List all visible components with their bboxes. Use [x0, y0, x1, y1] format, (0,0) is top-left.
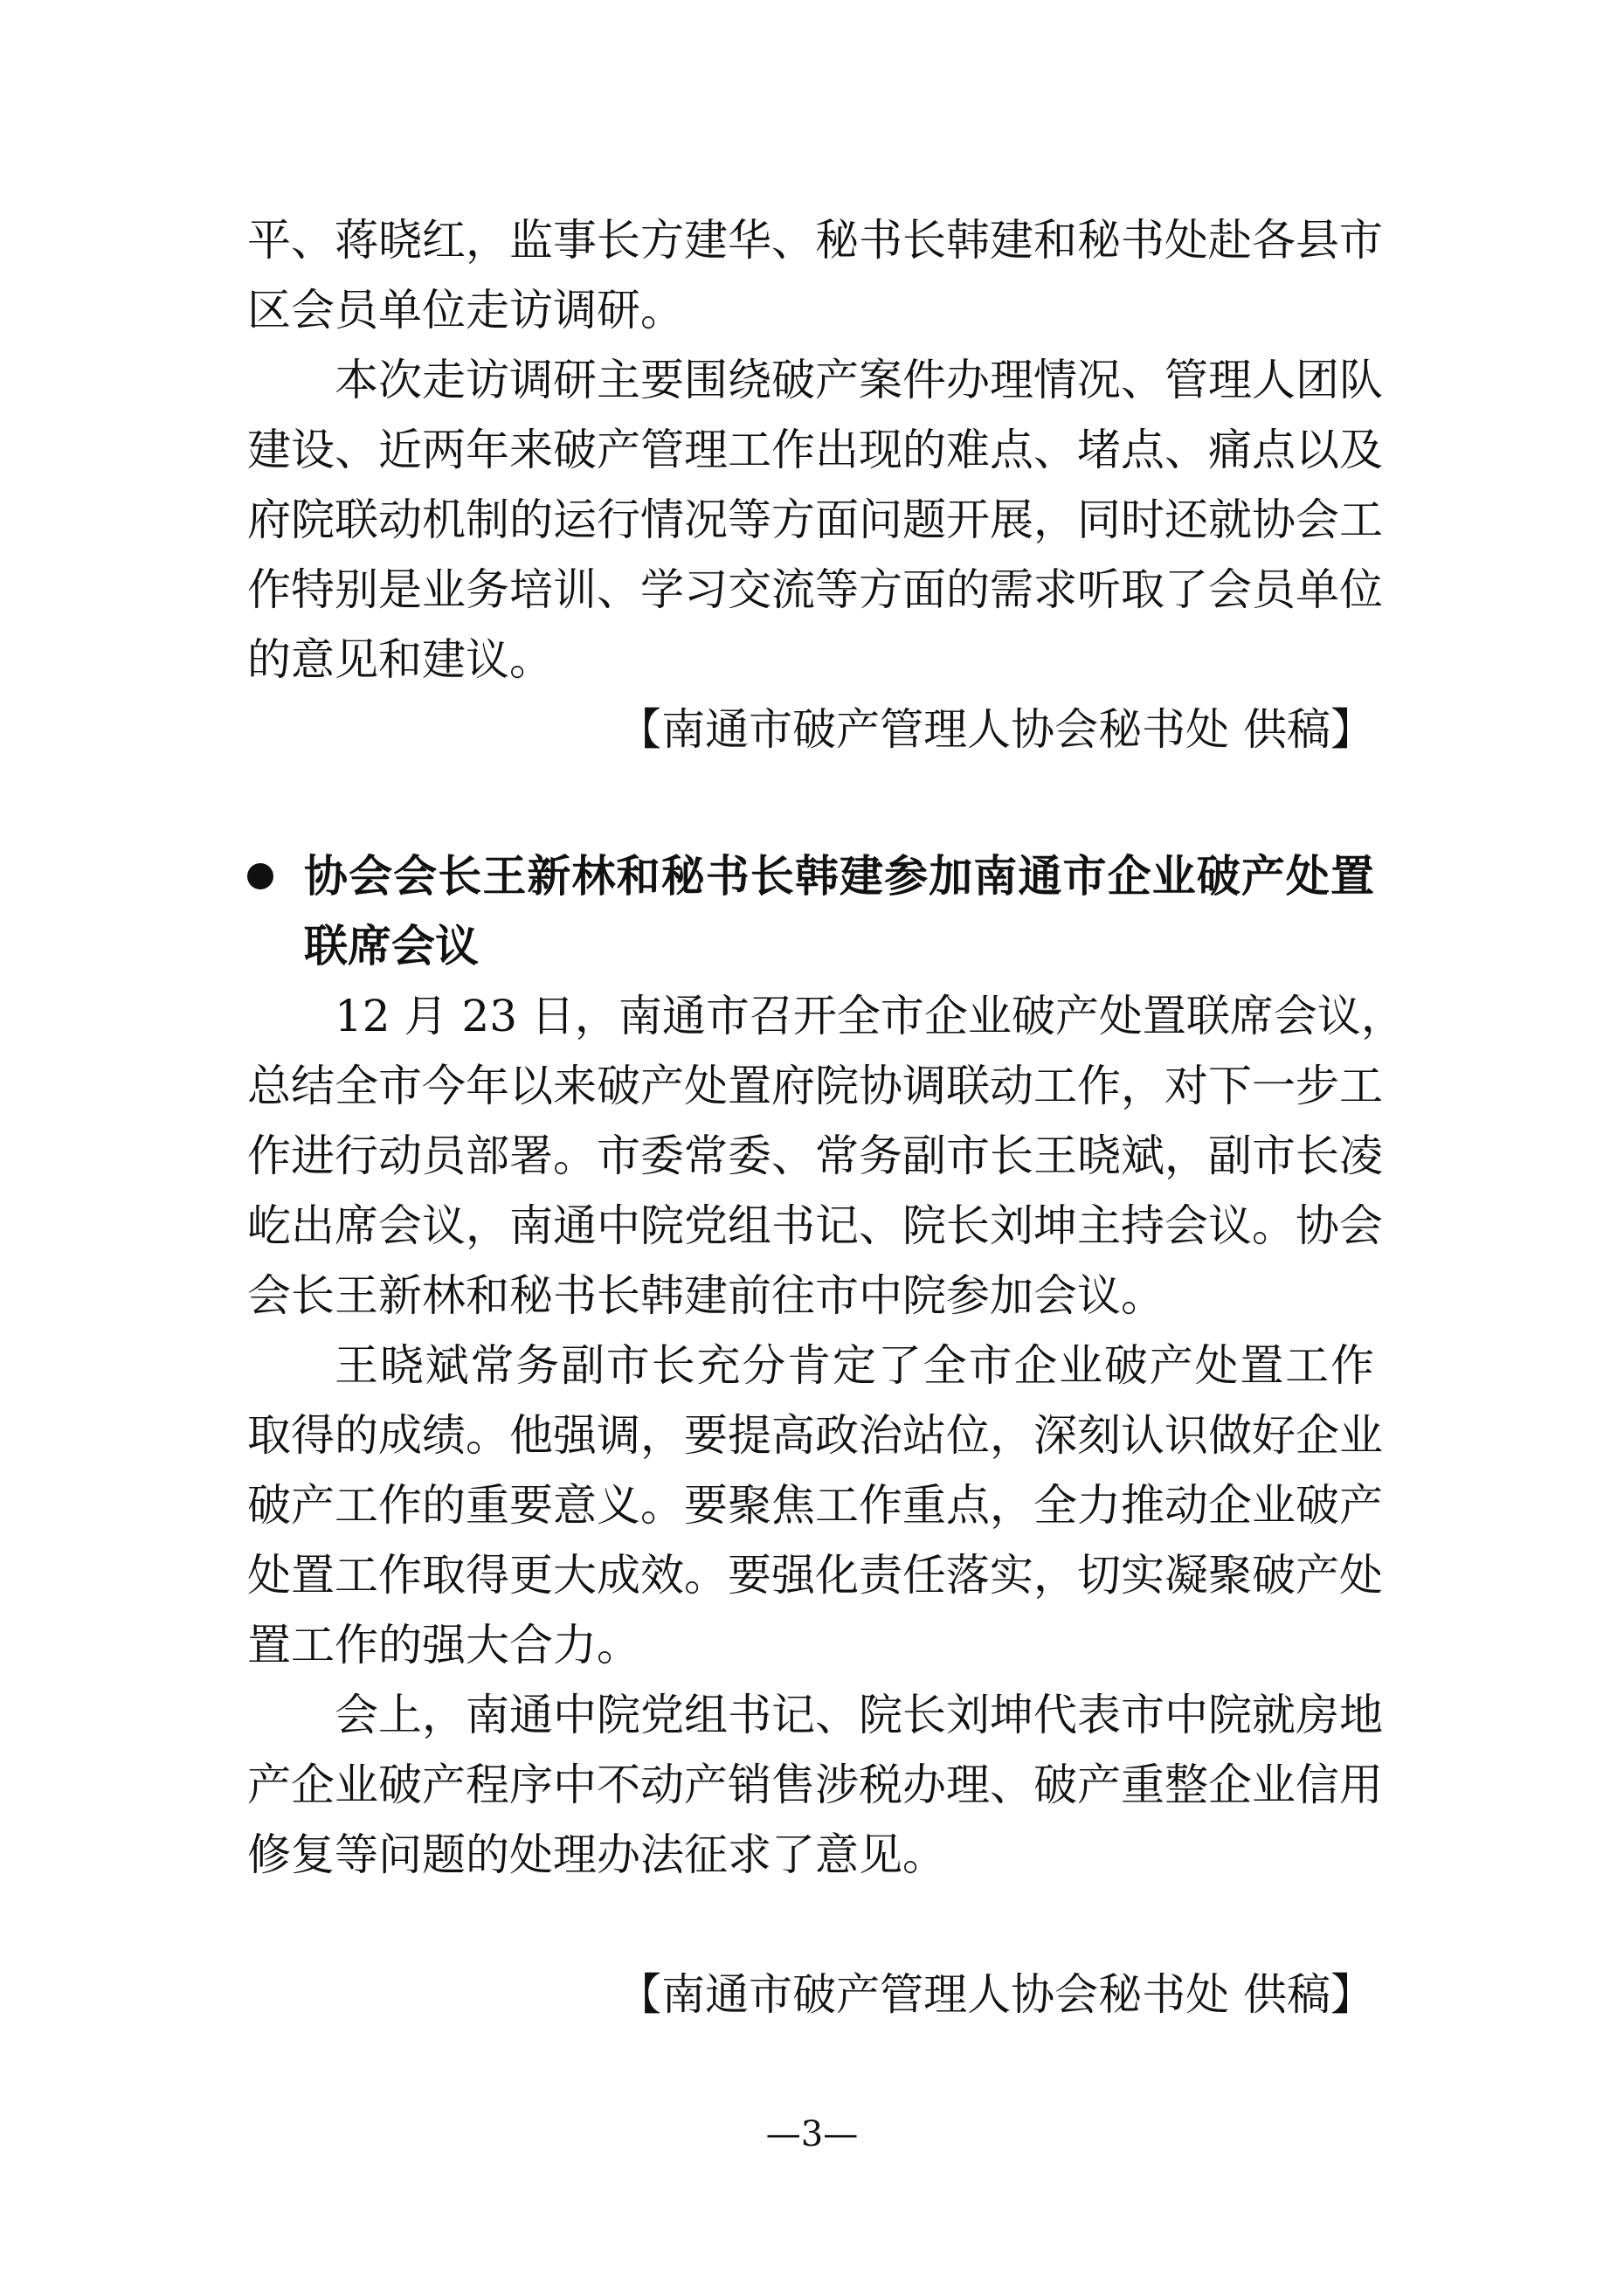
s1-p2-line-5: 的意见和建议。 — [247, 634, 553, 685]
s1-p1-line-2: 区会员单位走访调研。 — [247, 285, 684, 335]
s2-p3-line-2: 产企业破产程序中不动产销售涉税办理、破产重整企业信用 — [247, 1760, 1383, 1810]
s2-heading-line-1: 协会会长王新林和秘书长韩建参加南通市企业破产处置 — [304, 851, 1374, 902]
s2-p3-line-1: 会上，南通中院党组书记、院长刘坤代表市中院就房地 — [335, 1690, 1383, 1740]
s1-p1-line-1: 平、蒋晓红，监事长方建华、秘书长韩建和秘书处赴各县市 — [247, 215, 1383, 266]
s2-credit: 【南通市破产管理人协会秘书处 供稿】 — [618, 1969, 1374, 2020]
s2-p2-line-2: 取得的成绩。他强调，要提高政治站位，深刻认识做好企业 — [247, 1410, 1383, 1461]
s2-p2-line-4: 处置工作取得更大成效。要强化责任落实，切实凝聚破产处 — [247, 1550, 1383, 1601]
s2-heading-line-2: 联席会议 — [304, 921, 479, 972]
s1-p2-line-2: 建设、近两年来破产管理工作出现的难点、堵点、痛点以及 — [247, 425, 1383, 475]
s2-p1-line-5: 会长王新林和秘书长韩建前往市中院参加会议。 — [247, 1270, 1164, 1321]
s2-p2-line-1: 王晓斌常务副市长充分肯定了全市企业破产处置工作 — [335, 1340, 1374, 1391]
s1-p2-line-1: 本次走访调研主要围绕破产案件办理情况、管理人团队 — [335, 355, 1383, 405]
s2-p1-line-4: 屹出席会议，南通中院党组书记、院长刘坤主持会议。协会 — [247, 1200, 1383, 1251]
s2-p1-line-2: 总结全市今年以来破产处置府院协调联动工作，对下一步工 — [247, 1061, 1383, 1111]
s1-p2-line-4: 作特别是业务培训、学习交流等方面的需求听取了会员单位 — [247, 564, 1383, 615]
s1-p2-line-3: 府院联动机制的运行情况等方面问题开展，同时还就协会工 — [247, 494, 1383, 545]
page-number: —3— — [765, 2114, 859, 2154]
s2-p1-line-1: 12 月 23 日，南通市召开全市企业破产处置联席会议， — [335, 991, 1405, 1041]
s2-p1-line-3: 作进行动员部署。市委常委、常务副市长王晓斌，副市长凌 — [247, 1131, 1383, 1181]
s1-credit: 【南通市破产管理人协会秘书处 供稿】 — [618, 704, 1374, 755]
s2-p2-line-3: 破产工作的重要意义。要聚焦工作重点，全力推动企业破产 — [247, 1480, 1383, 1531]
s2-p2-line-5: 置工作的强大合力。 — [247, 1620, 640, 1670]
s2-p3-line-3: 修复等问题的处理办法征求了意见。 — [247, 1829, 946, 1880]
bullet-icon — [247, 863, 273, 889]
